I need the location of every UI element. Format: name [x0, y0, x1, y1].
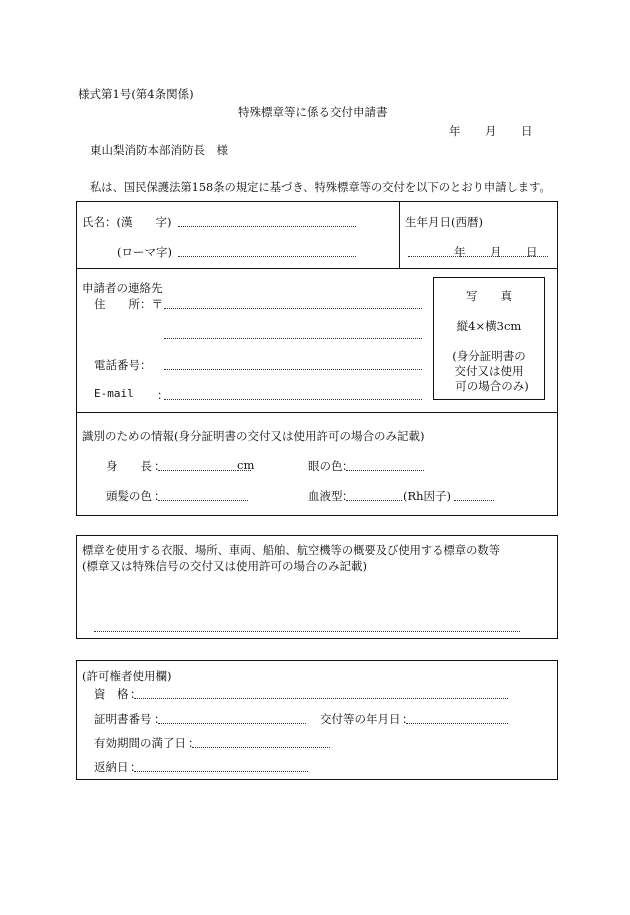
issue-date-field[interactable] [406, 723, 508, 724]
name-kanji-label: 氏名：(漢 字) [82, 215, 172, 229]
phone-label: 電話番号： [94, 358, 152, 372]
birth-day-label: 日 [526, 245, 538, 259]
identification-heading: 識別のための情報(身分証明書の交付又は使用許可の場合のみ記載) [82, 429, 425, 443]
form-title: 特殊標章等に係る交付申請書 [238, 105, 388, 119]
eye-color-colon: ： [342, 459, 354, 473]
hair-color-field[interactable] [158, 500, 248, 501]
address-label: 住 所：〒 [94, 297, 163, 311]
email-colon: ： [157, 388, 169, 402]
addressee: 東山梨消防本部消防長 様 [90, 143, 228, 157]
height-unit-underline [237, 470, 251, 471]
blood-type-label: 血液型 [308, 489, 343, 503]
birth-month-label: 月 [490, 245, 502, 259]
emblem-usage-field[interactable] [94, 631, 520, 632]
hair-color-label: 頭髪の色 [106, 489, 152, 503]
rh-factor-field[interactable] [454, 500, 494, 501]
birth-year-label: 年 [454, 245, 466, 259]
certificate-number-colon: ： [154, 712, 166, 726]
height-label: 身 長 [106, 459, 152, 473]
issue-date-label: 交付等の年月日 [320, 712, 401, 726]
height-field[interactable] [158, 470, 236, 471]
qualification-colon: ： [130, 687, 142, 701]
expiry-date-label: 有効期間の満了日 [94, 736, 186, 750]
email-field[interactable] [164, 399, 422, 400]
certificate-number-label: 証明書番号 [94, 712, 152, 726]
photo-size: 縦4×横3cm [456, 319, 522, 333]
expiry-date-colon: ： [188, 736, 200, 750]
divider [77, 412, 557, 413]
hair-color-colon: ： [154, 489, 166, 503]
date-month-label: 月 [485, 124, 497, 138]
divider [399, 202, 400, 268]
eye-color-field[interactable] [346, 470, 424, 471]
name-roman-label: (ローマ字) [117, 245, 172, 259]
date-year-label: 年 [449, 124, 461, 138]
certificate-number-field[interactable] [158, 723, 306, 724]
application-statement: 私は、国民保護法第158条の規定に基づき、特殊標章等の交付を以下のとおり申請します。 [90, 181, 551, 194]
birthdate-label: 生年月日(西暦) [405, 215, 483, 229]
authority-use-heading: (許可権者使用欄) [82, 669, 172, 683]
return-date-field[interactable] [134, 771, 308, 772]
height-unit: cm [237, 458, 255, 472]
name-roman-field[interactable] [178, 256, 356, 257]
phone-field[interactable] [164, 369, 422, 370]
divider [77, 268, 557, 269]
return-date-label: 返納日 [94, 760, 129, 774]
issue-date-colon: ： [402, 712, 414, 726]
expiry-date-field[interactable] [192, 747, 330, 748]
qualification-label: 資 格 [94, 687, 129, 701]
blood-type-colon: ： [342, 489, 354, 503]
emblem-usage-note: (標章又は特殊信号の交付又は使用許可の場合のみ記載) [82, 559, 367, 573]
emblem-usage-heading: 標章を使用する衣服、場所、車両、船舶、航空機等の概要及び使用する標章の数等 [82, 544, 500, 557]
contact-label: 申請者の連絡先 [82, 281, 163, 295]
qualification-field[interactable] [134, 698, 508, 699]
eye-color-label: 眼の色 [308, 459, 343, 473]
height-colon: ： [154, 459, 166, 473]
photo-note: 可の場合のみ) [455, 379, 529, 393]
photo-title: 写 真 [466, 289, 512, 303]
date-day-label: 日 [521, 124, 533, 138]
email-label: E-mail [94, 387, 134, 400]
form-number: 様式第1号(第4条関係) [78, 87, 194, 101]
photo-note: 交付又は使用 [454, 364, 524, 378]
return-date-colon: ： [130, 760, 142, 774]
blood-type-field[interactable] [346, 500, 402, 501]
address-field-2[interactable] [164, 338, 422, 339]
rh-factor-label: (Rh因子) [403, 489, 452, 503]
photo-note: (身分証明書の [452, 349, 526, 363]
name-kanji-field[interactable] [178, 226, 356, 227]
address-field-1[interactable] [164, 308, 422, 309]
